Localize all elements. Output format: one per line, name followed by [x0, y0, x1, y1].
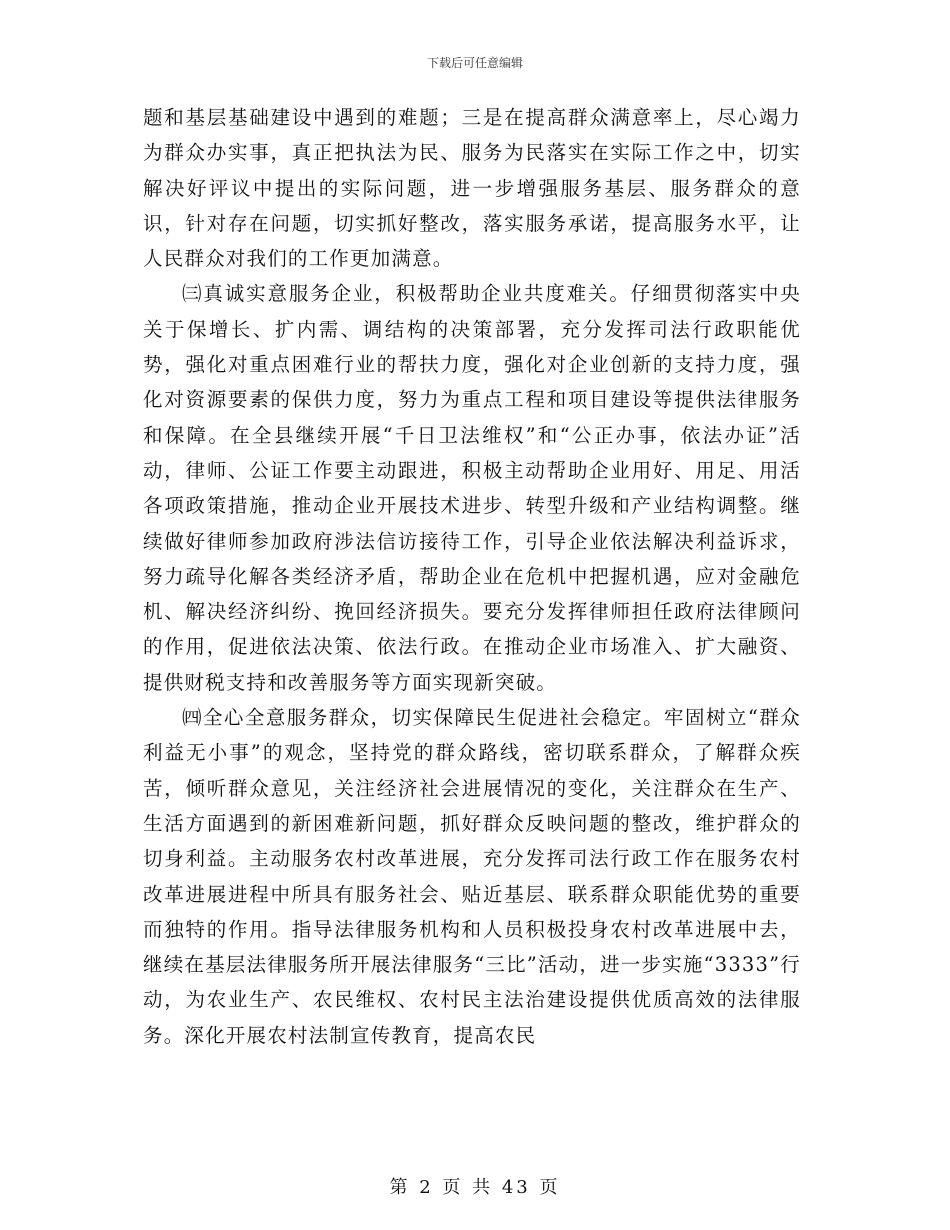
paragraph-section-4: ㈣全心全意服务群众，切实保障民生促进社会稳定。牢固树立“群众利益无小事”的观念，坚持党的群众路线，密切联系群众，了解群众疾苦，倾听群众意见，关注经济社会进展情况的变化，关注群众在生产、生活方面遇到的新困难新问题，抓好群众反映问题的整改，维护群众的切身利益。主动服务农村改革进展，充分发挥司法行政工作在服务农村改革进展进程中所具有服务社会、贴近基层、联系群众职能优势的重要而独特的作用。指导法律服务机构和人员积极投身农村改革进展中去，继续在基层法律服务所开展法律服务“三比”活动，进一步实施“3333”行动，为农业生产、农民维权、农村民主法治建设提供优质高效的法律服务。深化开展农村法制宣传教育，提高农民	[143, 706, 802, 1047]
paragraph-continuation: 题和基层基础建设中遇到的难题；三是在提高群众满意率上，尽心竭力为群众办实事，真正把执法为民、服务为民落实在实际工作之中，切实解决好评议中提出的实际问题，进一步增强服务基层、服务群众的意识，针对存在问题，切实抓好整改，落实服务承诺，提高服务水平，让人民群众对我们的工作更加满意。	[143, 106, 801, 271]
page-number: 第 2 页 共 43 页	[389, 1177, 561, 1198]
page-header: 下载后可任意编辑	[426, 56, 523, 70]
paragraph-section-3: ㈢真诚实意服务企业，积极帮助企业共度难关。仔细贯彻落实中央关于保增长、扩内需、调结构的决策部署，充分发挥司法行政职能优势，强化对重点困难行业的帮扶力度，强化对企业创新的支持力度，强化对资源要素的保供力度，努力为重点工程和项目建设等提供法律服务和保障。在全县继续开展“千日卫法维权”和“公正办事，依法办证”活动，律师、公证工作要主动跟进，积极主动帮助企业用好、用足、用活各项政策措施，推动企业开展技术进步、转型升级和产业结构调整。继续做好律师参加政府涉法信访接待工作，引导企业依法解决利益诉求，努力疏导化解各类经济矛盾，帮助企业在危机中把握机遇，应对金融危机、解决经济纠纷、挽回经济损失。要充分发挥律师担任政府法律顾问的作用，促进依法决策、依法行政。在推动企业市场准入、扩大融资、提供财税支持和改善服务等方面实现新突破。	[143, 282, 801, 694]
document-body	[143, 100, 801, 1053]
